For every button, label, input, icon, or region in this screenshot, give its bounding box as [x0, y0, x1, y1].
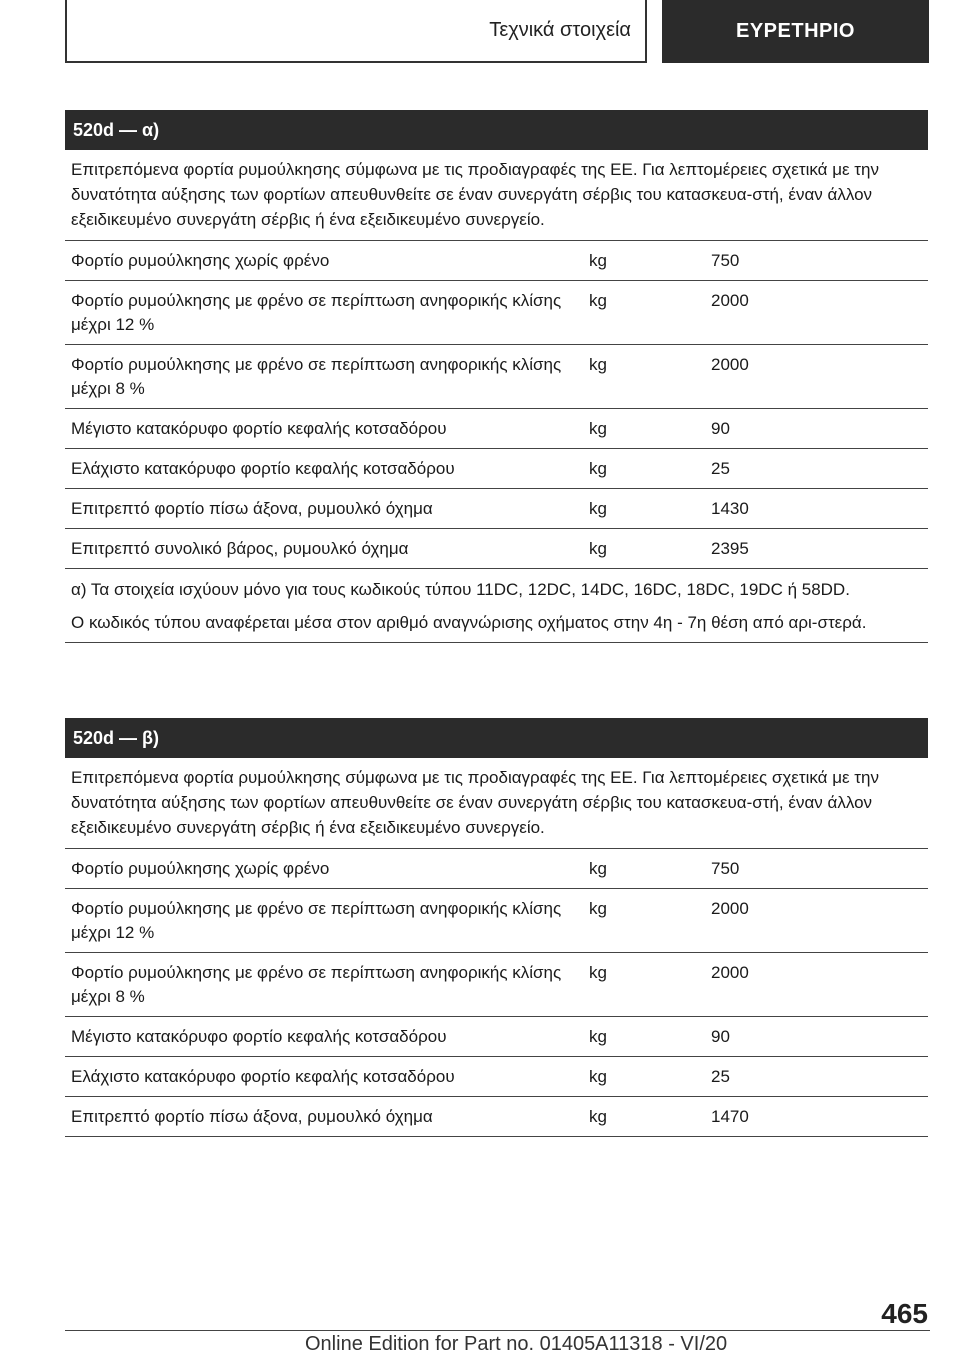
- row-unit: kg: [589, 251, 607, 270]
- table-row: [65, 489, 928, 529]
- row-unit: kg: [589, 899, 607, 918]
- row-unit: kg: [589, 355, 607, 374]
- row-unit: kg: [589, 1067, 607, 1086]
- row-label: Φορτίο ρυμούλκησης με φρένο σε περίπτωση ανηφορικής κλίσης μέχρι 8 %: [71, 963, 562, 1006]
- row-value: 2000: [711, 291, 749, 310]
- table-row: [65, 1017, 928, 1057]
- row-value: 750: [711, 251, 740, 270]
- row-unit: kg: [589, 291, 607, 310]
- row-label: Μέγιστο κατακόρυφο φορτίο κεφαλής κοτσαδόρου: [71, 1027, 447, 1046]
- spec-section: [65, 110, 928, 643]
- section-intro: Επιτρεπόμενα φορτία ρυμούλκησης σύμφωνα με τις προδιαγραφές της ΕΕ. Για λεπτομέρειες σχετικά με την δυνατότητα αύξησης των φορτίων απευθυνθείτε σε έναν συνεργάτη σέρβις του κατασκευα-στή, έναν άλλον εξειδικευμένο συνεργάτη σέρβις ή ένα εξειδικευμένο συνεργείο.: [65, 758, 928, 849]
- row-unit: kg: [589, 1027, 607, 1046]
- index-tab[interactable]: [662, 0, 929, 63]
- table-row: [65, 529, 928, 569]
- row-label: Επιτρεπτό συνολικό βάρος, ρυμουλκό όχημα: [71, 539, 409, 558]
- row-value: 2000: [711, 899, 749, 918]
- footnote: Ο κωδικός τύπου αναφέρεται μέσα στον αριθμό αναγνώρισης οχήματος στην 4η - 7η θέση από αρι-στερά.: [65, 602, 928, 643]
- row-label: Φορτίο ρυμούλκησης χωρίς φρένο: [71, 251, 330, 270]
- row-value: 90: [711, 1027, 730, 1046]
- row-value: 25: [711, 459, 730, 478]
- row-label: Φορτίο ρυμούλκησης με φρένο σε περίπτωση ανηφορικής κλίσης μέχρι 12 %: [71, 899, 562, 942]
- section-title: 520d — α): [65, 110, 928, 150]
- table-row: [65, 345, 928, 409]
- table-row: [65, 889, 928, 953]
- row-label: Ελάχιστο κατακόρυφο φορτίο κεφαλής κοτσαδόρου: [71, 459, 455, 478]
- row-unit: kg: [589, 859, 607, 878]
- table-row: [65, 953, 928, 1017]
- row-unit: kg: [589, 419, 607, 438]
- row-label: Φορτίο ρυμούλκησης χωρίς φρένο: [71, 859, 330, 878]
- section-tab[interactable]: [65, 0, 647, 63]
- row-unit: kg: [589, 539, 607, 558]
- index-tab-label: ΕΥΡΕΤΗΡΙΟ: [736, 20, 855, 42]
- footer-divider: [65, 1330, 930, 1331]
- row-unit: kg: [589, 963, 607, 982]
- row-label: Επιτρεπτό φορτίο πίσω άξονα, ρυμουλκό όχημα: [71, 499, 433, 518]
- table-row: [65, 241, 928, 281]
- row-unit: kg: [589, 1107, 607, 1126]
- row-label: Φορτίο ρυμούλκησης με φρένο σε περίπτωση ανηφορικής κλίσης μέχρι 8 %: [71, 355, 562, 398]
- row-value: 25: [711, 1067, 730, 1086]
- section-title: 520d — β): [65, 718, 928, 758]
- row-unit: kg: [589, 459, 607, 478]
- row-value: 90: [711, 419, 730, 438]
- row-label: Μέγιστο κατακόρυφο φορτίο κεφαλής κοτσαδόρου: [71, 419, 447, 438]
- row-value: 2395: [711, 539, 749, 558]
- table-row: [65, 849, 928, 889]
- row-value: 1470: [711, 1107, 749, 1126]
- table-row: [65, 1097, 928, 1137]
- row-value: 1430: [711, 499, 749, 518]
- table-row: [65, 449, 928, 489]
- table-row: [65, 281, 928, 345]
- row-value: 750: [711, 859, 740, 878]
- spec-section: [65, 718, 928, 1137]
- row-label: Φορτίο ρυμούλκησης με φρένο σε περίπτωση ανηφορικής κλίσης μέχρι 12 %: [71, 291, 562, 334]
- edition-footer: Online Edition for Part no. 01405A11318 - VI/20: [305, 1333, 728, 1355]
- footnote: α) Τα στοιχεία ισχύουν μόνο για τους κωδικούς τύπου 11DC, 12DC, 14DC, 16DC, 18DC, 19DC ή 58DD.: [71, 580, 850, 599]
- section-tab-label: Τεχνικά στοιχεία: [489, 19, 631, 41]
- table-row: [65, 1057, 928, 1097]
- page-number: 465: [881, 1298, 928, 1329]
- row-value: 2000: [711, 355, 749, 374]
- row-label: Επιτρεπτό φορτίο πίσω άξονα, ρυμουλκό όχημα: [71, 1107, 433, 1126]
- table-row: [65, 409, 928, 449]
- section-intro: Επιτρεπόμενα φορτία ρυμούλκησης σύμφωνα με τις προδιαγραφές της ΕΕ. Για λεπτομέρειες σχετικά με την δυνατότητα αύξησης των φορτίων απευθυνθείτε σε έναν συνεργάτη σέρβις του κατασκευα-στή, έναν άλλον εξειδικευμένο συνεργάτη σέρβις ή ένα εξειδικευμένο συνεργείο.: [65, 150, 928, 241]
- row-value: 2000: [711, 963, 749, 982]
- row-label: Ελάχιστο κατακόρυφο φορτίο κεφαλής κοτσαδόρου: [71, 1067, 455, 1086]
- row-unit: kg: [589, 499, 607, 518]
